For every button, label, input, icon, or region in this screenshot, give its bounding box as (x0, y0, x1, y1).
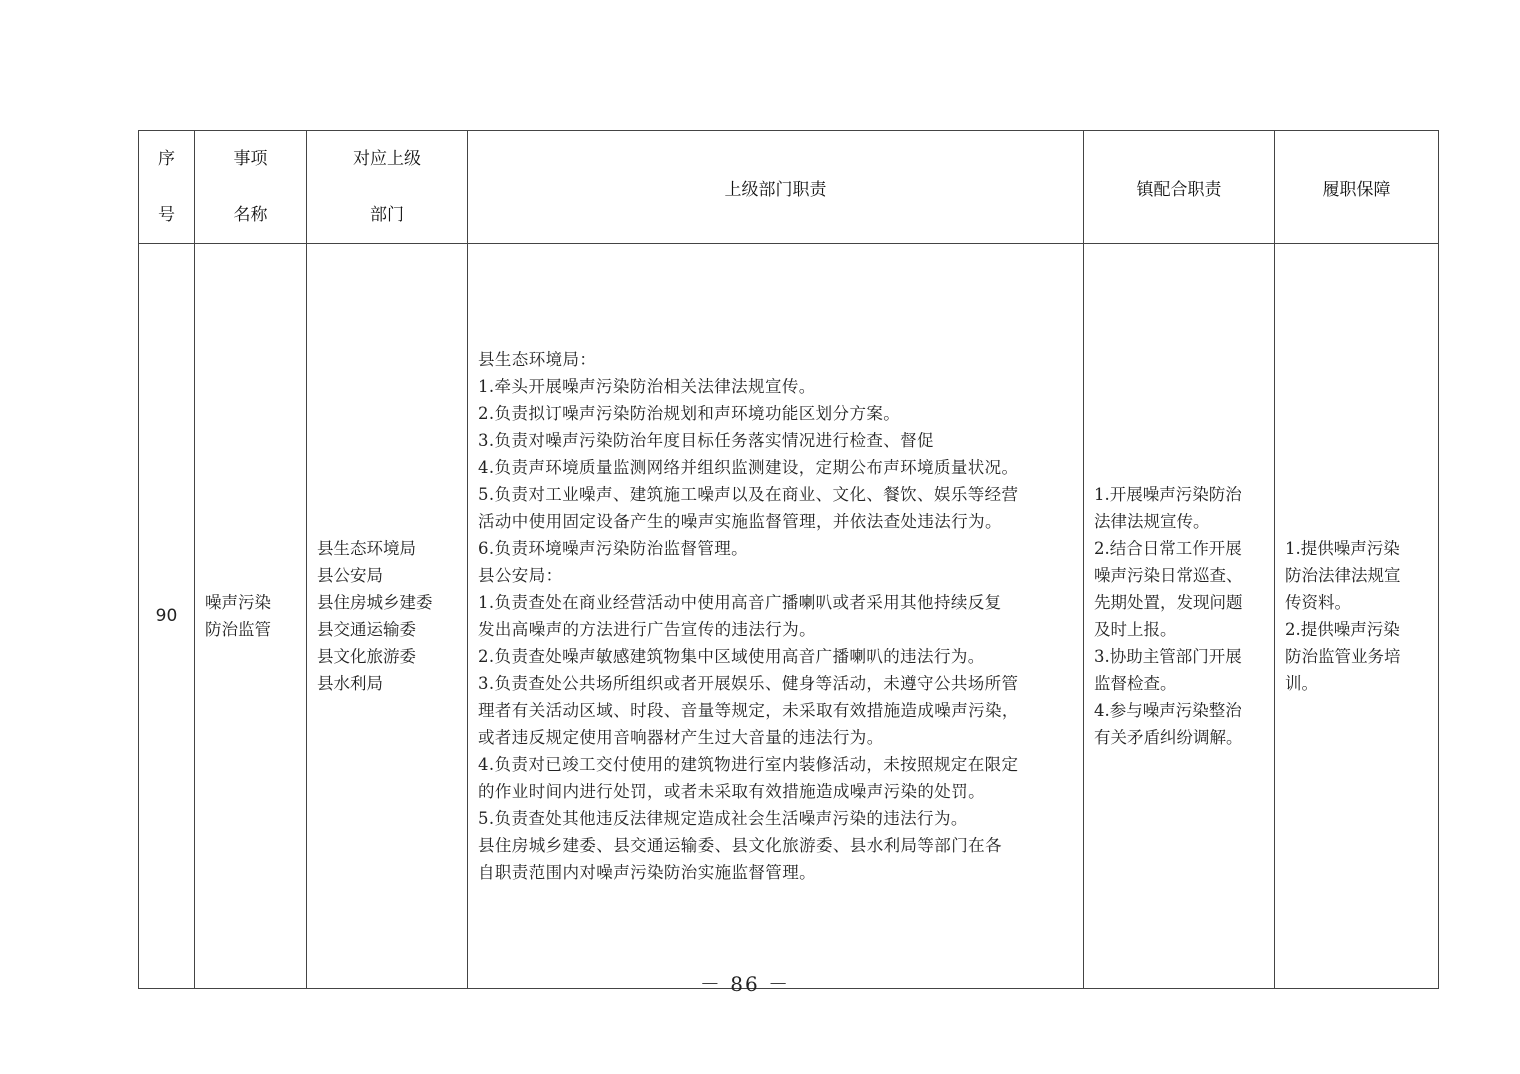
row-superior-duties: 县生态环境局： 1.牵头开展噪声污染防治相关法律法规宣传。 2.负责拟订噪声污染防治规划和声环境功能区划分方案。 3.负责对噪声污染防治年度目标任务落实情况进行检查、督促 4.负责声环境质量监测网络并组织监测建设，定期公布声环境质量状况。 5.负责对工业噪声、建筑施工噪声以及在商业、文化、餐饮、娱乐等经营 活动中使用固定设备产生的噪声实施监督管理，并依法查处违法行为。 6.负责环境噪声污染防治监督管理。 县公安局： 1.负责查处在商业经营活动中使用高音广播喇叭或者采用其他持续反复 发出高噪声的方法进行广告宣传的违法行为。 2.负责查处噪声敏感建筑物集中区域使用高音广播喇叭的违法行为。 3.负责查处公共场所组织或者开展娱乐、健身等活动，未遵守公共场所管 理者有关活动区域、时段、音量等规定，未采取有效措施造成噪声污染， 或者违反规定使用音响器材产生过大音量的违法行为。 4.负责对已竣工交付使用的建筑物进行室内装修活动，未按照规定在限定 的作业时间内进行处罚，或者未采取有效措施造成噪声污染的处罚。 5.负责查处其他违反法律规定造成社会生活噪声污染的违法行为。 县住房城乡建委、县交通运输委、县文化旅游委、县水利局等部门在各 自职责范围内对噪声污染防治实施监督管理。 (468, 244, 1084, 989)
header-guarantee: 履职保障 (1275, 131, 1439, 244)
row-town-duties: 1.开展噪声污染防治 法律法规宣传。 2.结合日常工作开展 噪声污染日常巡查、 先期处置，发现问题 及时上报。 3.协助主管部门开展 监督检查。 4.参与噪声污染整治 有关矛盾纠纷调解。 (1084, 244, 1275, 989)
responsibility-table (138, 130, 1439, 989)
department: 县水利局 (317, 674, 383, 693)
department: 县住房城乡建委 (317, 593, 433, 612)
header-town-duties: 镇配合职责 (1084, 131, 1275, 244)
header-superior-department: 对应上级 部门 (307, 131, 468, 244)
row-departments (307, 244, 468, 989)
header-superior-duties: 上级部门职责 (468, 131, 1084, 244)
department: 县交通运输委 (317, 620, 416, 639)
department: 县文化旅游委 (317, 647, 416, 666)
page-number: － 86 － (699, 972, 791, 996)
header-item-name: 事项 名称 (195, 131, 307, 244)
department: 县生态环境局 (317, 539, 416, 558)
department: 县公安局 (317, 566, 383, 585)
row-item-name: 噪声污染 防治监管 (195, 244, 307, 989)
row-serial-number: 90 (139, 244, 195, 989)
table-row (139, 244, 1439, 989)
row-guarantee: 1.提供噪声污染 防治法律法规宣 传资料。 2.提供噪声污染 防治监管业务培 训。 (1275, 244, 1439, 989)
header-serial-number: 序 号 (139, 131, 195, 244)
table-header-row (139, 131, 1439, 244)
